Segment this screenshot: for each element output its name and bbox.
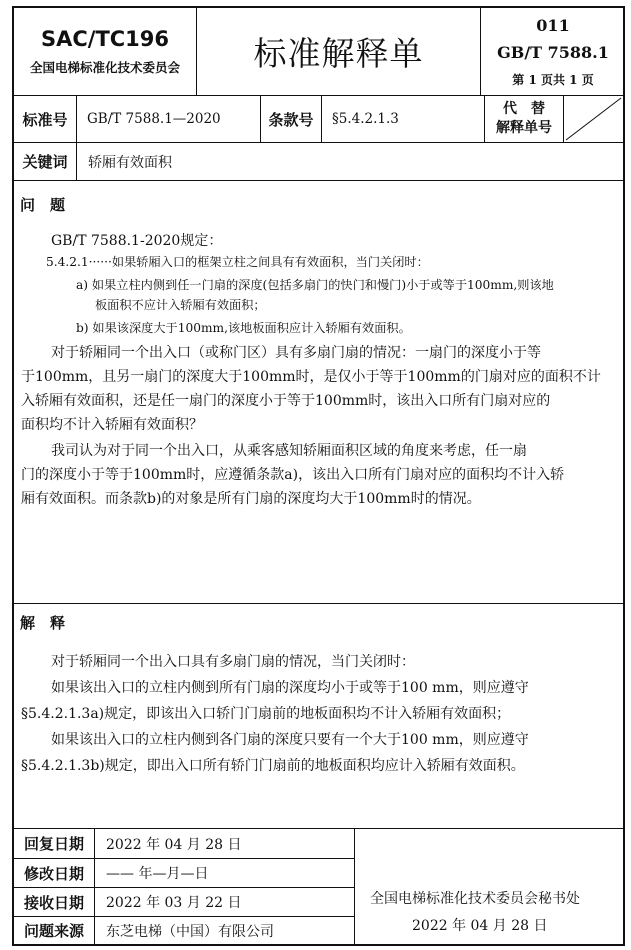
receive-date-value: 2022 年 03 月 22 日: [106, 895, 242, 911]
reply-date-label: 回复日期: [23, 835, 84, 853]
question-para1-line1: 对于轿厢同一个出入口（或称门区）具有多扇门扇的情况：一扇门的深度小于等: [51, 345, 541, 361]
source-value: 东芝电梯（中国）有限公司: [106, 923, 274, 940]
question-para1-line3: 入轿厢有效面积，还是任一扇门的深度小于等于100mm时，该出入口所有门扇对应的: [21, 393, 551, 409]
revise-date-value: —— 年—月—日: [106, 866, 209, 882]
keywords-label: 关键词: [22, 153, 68, 171]
question-para2-line1: 我司认为对于同一个出入口，从乘客感知轿厢面积区域的角度来考虑，任一扇: [51, 443, 527, 459]
standard-code: GB/T 7588.1: [497, 42, 609, 62]
question-para1-line2: 于100mm，且另一扇门的深度大于100mm时，是仅小于等于100mm的门扇对应的面积不计: [21, 369, 601, 385]
standard-value: GB/T 7588.1—2020: [87, 111, 221, 127]
answer-line4: 如果该出入口的立柱内侧到各门扇的深度只要有一个大于100 mm，则应遵守: [51, 732, 529, 748]
standard-label: 标准号: [22, 110, 68, 129]
interpretation-form: [12, 6, 625, 946]
doc-number: 011: [536, 15, 570, 35]
answer-line1: 对于轿厢同一个出入口具有多扇门扇的情况，当门关闭时：: [51, 654, 415, 670]
cite-clause: 5.4.2.1······如果轿厢入口的框架立柱之间具有有效面积，当门关闭时：: [46, 255, 429, 269]
empty-cell-diagonal: [564, 96, 623, 142]
replace-label-line2: 解释单号: [496, 120, 552, 136]
question-para1-line4: 面积均不计入轿厢有效面积？: [21, 417, 203, 433]
clause-value: §5.4.2.1.3: [332, 111, 399, 127]
cite-intro: GB/T 7588.1-2020规定：: [51, 233, 223, 249]
page-title: 标准解释单: [253, 34, 424, 73]
org-code: SAC/TC196: [40, 26, 170, 51]
source-label: 问题来源: [23, 922, 84, 940]
cite-b: b) 如果该深度大于100mm,该地板面积应计入轿厢有效面积。: [76, 321, 411, 335]
org-name: 全国电梯标准化技术委员会: [29, 59, 180, 75]
keywords-value: 轿厢有效面积: [88, 154, 172, 171]
revise-date-label: 修改日期: [23, 864, 84, 883]
org-block: [14, 8, 196, 95]
title-block: [197, 8, 480, 95]
replace-label-line1: 代 替: [503, 101, 545, 117]
answer-line5: §5.4.2.1.3b)规定，即出入口所有轿门门扇前的地板面积均应计入轿厢有效面积。: [21, 758, 525, 774]
answer-line3: §5.4.2.1.3a)规定，即该出入口轿门门扇前的地板面积均不计入轿厢有效面积；: [21, 706, 511, 722]
secretariat-date: 2022 年 04 月 28 日: [412, 918, 548, 934]
page-info: 第 1 页共 1 页: [512, 72, 594, 87]
replace-value: [564, 96, 623, 142]
reply-date-value: 2022 年 04 月 28 日: [106, 836, 242, 853]
replace-label: [485, 96, 563, 142]
clause-label: 条款号: [268, 110, 314, 129]
doc-info-block: [481, 8, 625, 95]
answer-heading: 解 释: [20, 614, 66, 632]
question-para2-line3: 厢有效面积。而条款b)的对象是所有门扇的深度均大于100mm时的情况。: [21, 491, 481, 507]
answer-line2: 如果该出入口的立柱内侧到所有门扇的深度均小于或等于100 mm，则应遵守: [51, 680, 529, 696]
cite-a-line2: 板面积不应计入轿厢有效面积；: [95, 298, 266, 312]
secretariat-name: 全国电梯标准化技术委员会秘书处: [370, 891, 580, 907]
question-para2-line2: 门的深度小于等于100mm时，应遵循条款a)，该出入口所有门扇对应的面积均不计入轿: [21, 467, 565, 483]
cite-a-line1: a) 如果立柱内侧到任一门扇的深度(包括多扇门的快门和慢门)小于或等于100mm,则该地: [76, 278, 554, 292]
receive-date-label: 接收日期: [23, 893, 84, 912]
question-heading: 问 题: [20, 196, 66, 214]
